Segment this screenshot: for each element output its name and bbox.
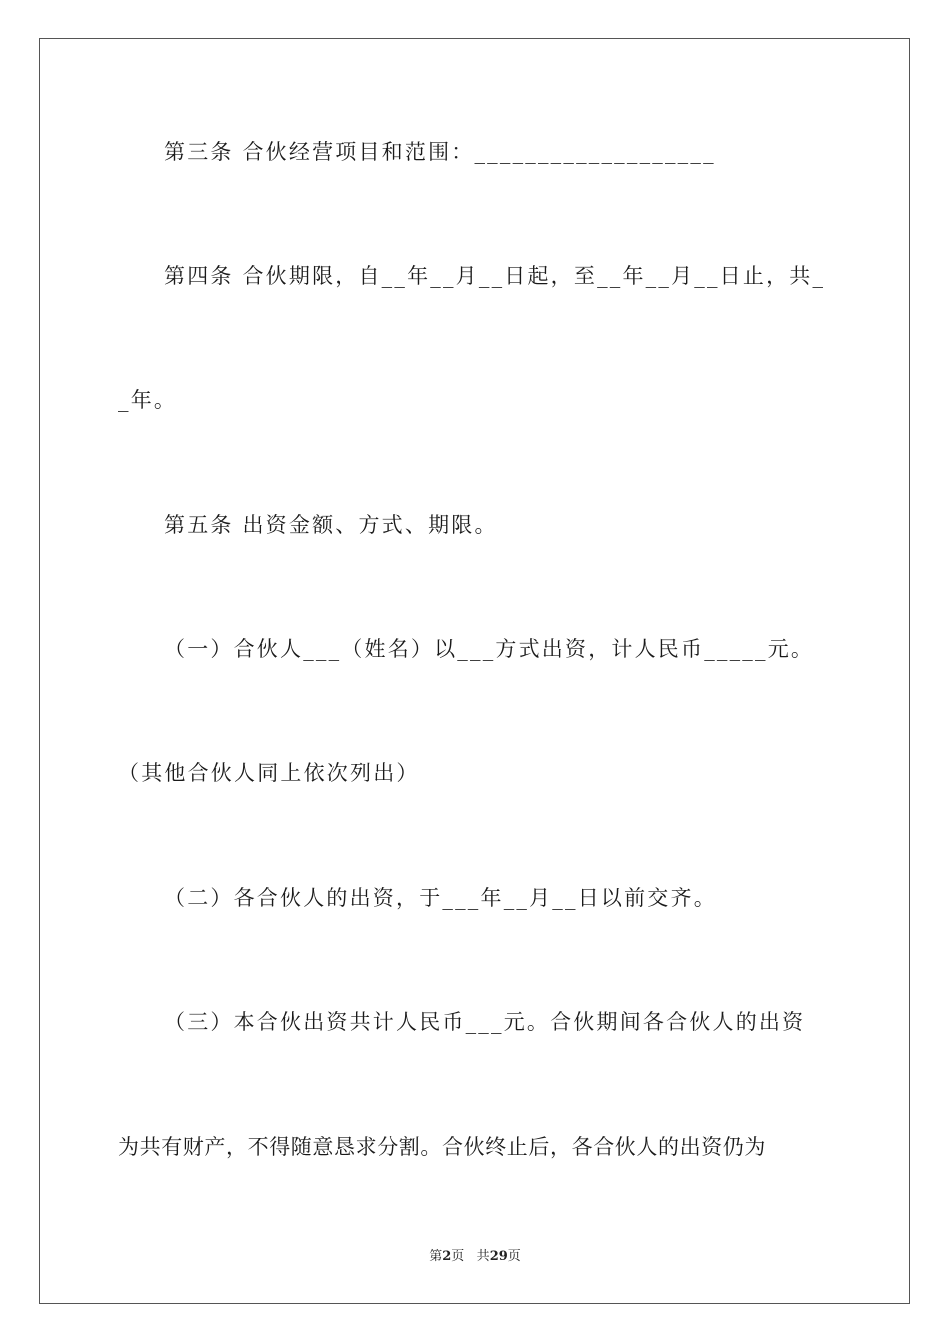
footer-page-number: 2 xyxy=(442,1249,452,1264)
page-footer xyxy=(0,1248,950,1266)
clause-3-continuation: 为共有财产，不得随意恳求分割。合伙终止后，各合伙人的出资仍为 xyxy=(118,1135,766,1159)
footer-page-suffix: 页 xyxy=(451,1249,465,1264)
clause-2-line: （二）各合伙人的出资，于___年__月__日以前交齐。 xyxy=(164,886,717,910)
footer-total-suffix: 页 xyxy=(507,1249,521,1264)
article-4-line: 第四条 合伙期限，自__年__月__日起，至__年__月__日止，共_ xyxy=(164,264,826,288)
article-3-line: 第三条 合伙经营项目和范围：___________________ xyxy=(164,140,716,164)
article-5-heading: 第五条 出资金额、方式、期限。 xyxy=(164,513,498,537)
page-border xyxy=(39,38,910,1304)
clause-1-line: （一）合伙人___（姓名）以___方式出资，计人民币_____元。 xyxy=(164,637,815,661)
article-4-continuation: _年。 xyxy=(118,388,178,412)
footer-total-pages: 29 xyxy=(489,1249,508,1264)
footer-page-prefix: 第 xyxy=(429,1249,443,1264)
clause-3-line: （三）本合伙出资共计人民币___元。合伙期间各合伙人的出资 xyxy=(164,1010,806,1034)
clause-1-note: （其他合伙人同上依次列出） xyxy=(118,761,420,785)
footer-total-prefix: 共 xyxy=(476,1249,490,1264)
